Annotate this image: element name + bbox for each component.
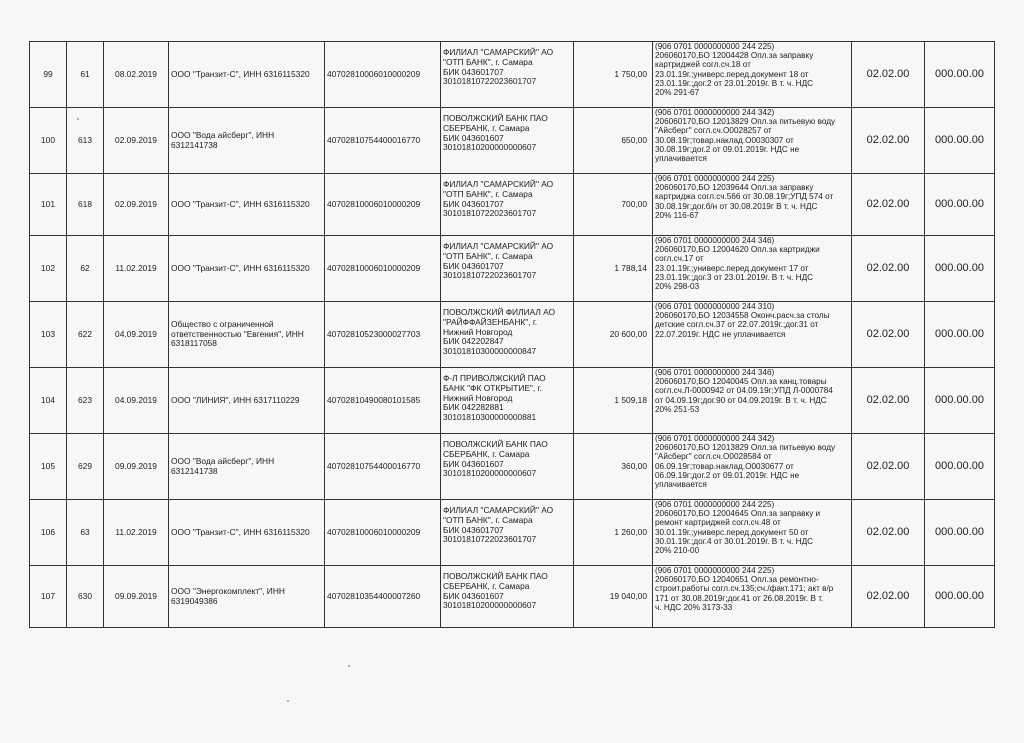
bank-details-cell [441, 566, 574, 628]
document-number-cell: 63 [67, 500, 104, 566]
description-line: картриджа согл.сч.566 от 30.08.19г;УПД 574 от [655, 192, 834, 202]
description-line: детские согл.сч.37 от 22.07.2019г.;дог.31 от [655, 320, 819, 330]
amount-cell: 1 509,18 [574, 368, 653, 434]
bank-details-cell [441, 500, 574, 566]
bank-detail-line: 30101810200000000607 [443, 600, 537, 611]
description-line: 06.09.19г;дог.2 от 09.01.2019г. НДС не [655, 470, 800, 480]
sub-code-cell: 000.00.00 [925, 236, 995, 302]
description-line: 20% 210-00 [655, 545, 700, 555]
account-number-cell: 40702810006010000209 [325, 500, 441, 566]
bank-details-cell [441, 236, 574, 302]
table-row [30, 42, 995, 108]
description-line: "Айсберг" согл.сч.О0028584 от [655, 452, 772, 462]
classification-code-cell: 02.02.00 [852, 500, 925, 566]
bank-detail-line: СБЕРБАНК, г. Самара [443, 580, 530, 591]
amount-cell: 20 600,00 [574, 302, 653, 368]
payee-cell: ООО "Транзит-С", ИНН 6316115320 [169, 236, 325, 302]
payment-date-cell: 08.02.2019 [104, 42, 169, 108]
bank-details-cell [441, 42, 574, 108]
payee-cell: ООО "Транзит-С", ИНН 6316115320 [169, 500, 325, 566]
description-line: 20% 291-67 [655, 87, 700, 97]
bank-detail-line: 30101810722023601707 [443, 534, 537, 545]
description-line: 20% 298-03 [655, 281, 700, 291]
bank-detail-line: ФИЛИАЛ "САМАРСКИЙ" АО [443, 505, 554, 515]
bank-detail-line: ФИЛИАЛ "САМАРСКИЙ" АО [443, 47, 554, 57]
description-line: 206060170,БО 12013829 Опл.за питьевую воду [655, 117, 836, 127]
description-line: (906 0701 0000000000 244 225) [655, 174, 775, 183]
account-number-cell: 40702810006010000209 [325, 236, 441, 302]
description-line: 23.01.19г.;универс.перед.документ 18 от [655, 69, 809, 79]
account-number-cell: 40702810754400016770 [325, 108, 441, 174]
payee-cell: ООО "Транзит-С", ИНН 6316115320 [169, 42, 325, 108]
amount-cell: 1 788,14 [574, 236, 653, 302]
sub-code-cell: 000.00.00 [925, 108, 995, 174]
description-line: 30.01.19г.;дог.4 от 30.01.2019г. В т. ч. НДС [655, 536, 814, 546]
bank-detail-line: Нижний Новгород [443, 326, 513, 337]
description-line: (906 0701 0000000000 244 346) [655, 368, 775, 377]
description-line: 30.01.19г.;универс.перед.документ 50 от [655, 527, 809, 537]
payment-description-cell [653, 302, 852, 368]
description-line: 06.09.19г;товар.наклад.О0030677 от [655, 461, 794, 471]
description-line: 206060170,БО 12004620 Опл.за картриджи [655, 245, 820, 255]
row-number-cell: 102 [30, 236, 67, 302]
description-line: 206060170,БО 12013829 Опл.за питьевую воду [655, 443, 836, 453]
payee-cell: ООО "ЛИНИЯ", ИНН 6317110229 [169, 368, 325, 434]
description-line: (906 0701 0000000000 244 225) [655, 566, 775, 575]
bank-detail-line: БИК 043601607 [443, 458, 504, 469]
bank-detail-line: БИК 043601607 [443, 590, 504, 601]
payment-date-cell: 09.09.2019 [104, 566, 169, 628]
description-line: уплачивается [655, 153, 707, 163]
classification-code-cell: 02.02.00 [852, 566, 925, 628]
payment-description-cell [653, 42, 852, 108]
table-row [30, 500, 995, 566]
description-line: ч. НДС 20% 3173-33 [655, 602, 733, 612]
description-line: строит.работы согл.сч.135;сч./факт.171; акт в/р [655, 584, 834, 594]
table-row [30, 108, 995, 174]
bank-detail-line: БИК 042202847 [443, 336, 504, 347]
sub-code-cell: 000.00.00 [925, 174, 995, 236]
description-line: 23.01.19г.;дог.3 от 23.01.2019г. В т. ч. НДС [655, 272, 814, 282]
bank-detail-line: ПОВОЛЖСКИЙ БАНК ПАО [443, 439, 548, 449]
bank-detail-line: "ОТП БАНК", г. Самара [443, 514, 533, 525]
description-line: 23.01.19г.;универс.перед.документ 17 от [655, 263, 809, 273]
row-number-cell: 104 [30, 368, 67, 434]
description-line: (906 0701 0000000000 244 342) [655, 108, 775, 117]
bank-detail-line: 30101810722023601707 [443, 76, 537, 87]
description-line: 30.08.19г;дог.б/н от 30.08.2019г В т. ч. НДС [655, 201, 818, 211]
row-number-cell: 100 [30, 108, 67, 174]
row-number-cell: 101 [30, 174, 67, 236]
description-line: 206060170,БО 12034558 Оконч.расч.за столы [655, 311, 830, 321]
account-number-cell: 40702810006010000209 [325, 174, 441, 236]
payment-description-cell [653, 108, 852, 174]
sub-code-cell: 000.00.00 [925, 42, 995, 108]
payment-description-cell [653, 500, 852, 566]
table-row [30, 566, 995, 628]
payee-cell: Общество с ограниченной ответственностью "Евгения", ИНН 6318117058 [169, 302, 325, 368]
bank-details-cell [441, 108, 574, 174]
bank-detail-line: 30101810300000000881 [443, 412, 537, 423]
amount-cell: 700,00 [574, 174, 653, 236]
table-row [30, 434, 995, 500]
payment-description-cell [653, 236, 852, 302]
payment-description-cell [653, 566, 852, 628]
payment-date-cell: 02.09.2019 [104, 108, 169, 174]
description-line: 30.08.19г;товар.наклад.О0030307 от [655, 135, 794, 145]
amount-cell: 19 040,00 [574, 566, 653, 628]
classification-code-cell: 02.02.00 [852, 302, 925, 368]
bank-detail-line: БИК 043601707 [443, 524, 504, 535]
payment-description-cell [653, 368, 852, 434]
payee-cell: ООО "Транзит-С", ИНН 6316115320 [169, 174, 325, 236]
bank-detail-line: 30101810200000000607 [443, 142, 537, 153]
table-row [30, 368, 995, 434]
description-line: 23.01.19г.;дог.2 от 23.01.2019г. В т. ч. НДС [655, 78, 814, 88]
sub-code-cell: 000.00.00 [925, 434, 995, 500]
payment-date-cell: 11.02.2019 [104, 236, 169, 302]
classification-code-cell: 02.02.00 [852, 434, 925, 500]
bank-detail-line: БИК 043601707 [443, 198, 504, 209]
classification-code-cell: 02.02.00 [852, 174, 925, 236]
account-number-cell: 40702810354400007260 [325, 566, 441, 628]
account-number-cell: 40702810523000027703 [325, 302, 441, 368]
bank-detail-line: ПОВОЛЖСКИЙ БАНК ПАО [443, 571, 548, 581]
bank-detail-line: 30101810722023601707 [443, 270, 537, 281]
payee-cell: ООО "Вода айсберг", ИНН 6312141738 [169, 434, 325, 500]
bank-detail-line: СБЕРБАНК, г. Самара [443, 122, 530, 133]
account-number-cell: 40702810490080101585 [325, 368, 441, 434]
bank-details-cell [441, 174, 574, 236]
amount-cell: 360,00 [574, 434, 653, 500]
description-line: согл.сч.17 от [655, 254, 704, 264]
scan-speck [348, 665, 350, 667]
row-number-cell: 107 [30, 566, 67, 628]
bank-detail-line: ПОВОЛЖСКИЙ БАНК ПАО [443, 113, 548, 123]
description-line: (906 0701 0000000000 244 225) [655, 42, 775, 51]
bank-detail-line: ФИЛИАЛ "САМАРСКИЙ" АО [443, 241, 554, 251]
sub-code-cell: 000.00.00 [925, 368, 995, 434]
bank-detail-line: "РАЙФФАЙЗЕНБАНК", г. [443, 316, 538, 327]
payments-table [29, 41, 995, 628]
description-line: от 04.09.19г;дог.90 от 04.09.2019г. В т. ч. НДС [655, 395, 827, 405]
table-row [30, 302, 995, 368]
bank-details-cell [441, 434, 574, 500]
bank-detail-line: БИК 042282881 [443, 402, 504, 413]
payment-date-cell: 02.09.2019 [104, 174, 169, 236]
bank-detail-line: Ф-Л ПРИВОЛЖСКИЙ ПАО [443, 373, 546, 383]
sub-code-cell: 000.00.00 [925, 566, 995, 628]
bank-details-cell [441, 302, 574, 368]
classification-code-cell: 02.02.00 [852, 236, 925, 302]
bank-detail-line: Нижний Новгород [443, 392, 513, 403]
description-line: 206060170,БО 12040045 Опл.за канц.товары [655, 377, 827, 387]
bank-detail-line: ФИЛИАЛ "САМАРСКИЙ" АО [443, 179, 554, 189]
document-number-cell: 630 [67, 566, 104, 628]
description-line: (906 0701 0000000000 244 342) [655, 434, 775, 443]
sub-code-cell: 000.00.00 [925, 500, 995, 566]
description-line: "Айсберг" согл.сч.О0028257 от [655, 126, 772, 136]
document-number-cell: 622 [67, 302, 104, 368]
document-number-cell: 62 [67, 236, 104, 302]
sub-code-cell: 000.00.00 [925, 302, 995, 368]
payments-table-body [30, 42, 995, 628]
account-number-cell: 40702810006010000209 [325, 42, 441, 108]
amount-cell: 1 750,00 [574, 42, 653, 108]
account-number-cell: 40702810754400016770 [325, 434, 441, 500]
payment-description-cell [653, 434, 852, 500]
bank-details-cell [441, 368, 574, 434]
payee-cell: ООО "Вода айсберг", ИНН 6312141738 [169, 108, 325, 174]
description-line: уплачивается [655, 479, 707, 489]
amount-cell: 650,00 [574, 108, 653, 174]
description-line: (906 0701 0000000000 244 225) [655, 500, 775, 509]
description-line: 171 от 30.08.2019г;дог.41 от 26.08.2019г. В т. [655, 593, 824, 603]
bank-detail-line: БИК 043601607 [443, 132, 504, 143]
document-number-cell: 618 [67, 174, 104, 236]
description-line: (906 0701 0000000000 244 346) [655, 236, 775, 245]
description-line: картриджей согл.сч.18 от [655, 60, 751, 70]
table-row [30, 174, 995, 236]
bank-detail-line: 30101810200000000607 [443, 468, 537, 479]
classification-code-cell: 02.02.00 [852, 42, 925, 108]
description-line: 20% 251-53 [655, 404, 700, 414]
description-line: (906 0701 0000000000 244 310) [655, 302, 775, 311]
document-number-cell: 623 [67, 368, 104, 434]
bank-detail-line: 30101810722023601707 [443, 208, 537, 219]
bank-detail-line: СБЕРБАНК, г. Самара [443, 448, 530, 459]
description-line: 30.08.19г;дог.2 от 09.01.2019г. НДС не [655, 144, 800, 154]
bank-detail-line: "ОТП БАНК", г. Самара [443, 250, 533, 261]
scan-speck [287, 700, 289, 702]
amount-cell: 1 260,00 [574, 500, 653, 566]
description-line: 22.07.2019г. НДС не уплачивается [655, 329, 786, 339]
description-line: 206060170,БО 12004428 Опл.за заправку [655, 51, 814, 61]
bank-detail-line: ПОВОЛЖСКИЙ ФИЛИАЛ АО [443, 307, 556, 317]
bank-detail-line: БАНК "ФК ОТКРЫТИЕ", г. [443, 382, 542, 393]
bank-detail-line: "ОТП БАНК", г. Самара [443, 56, 533, 67]
payment-date-cell: 04.09.2019 [104, 302, 169, 368]
row-number-cell: 105 [30, 434, 67, 500]
payment-description-cell [653, 174, 852, 236]
description-line: согл.сч.Л-0000942 от 04.09.19г;УПД Л-0000784 [655, 386, 833, 396]
description-line: 206060170,БО 12040651 Опл.за ремонтно- [655, 575, 819, 585]
payment-date-cell: 04.09.2019 [104, 368, 169, 434]
bank-detail-line: БИК 043601707 [443, 260, 504, 271]
bank-detail-line: БИК 043601707 [443, 66, 504, 77]
description-line: 206060170,БО 12039644 Опл.за заправку [655, 183, 814, 193]
document-number-cell: 613 [67, 108, 104, 174]
classification-code-cell: 02.02.00 [852, 108, 925, 174]
payment-date-cell: 11.02.2019 [104, 500, 169, 566]
scan-speck [77, 118, 79, 120]
document-number-cell: 629 [67, 434, 104, 500]
payment-date-cell: 09.09.2019 [104, 434, 169, 500]
document-number-cell: 61 [67, 42, 104, 108]
row-number-cell: 103 [30, 302, 67, 368]
row-number-cell: 99 [30, 42, 67, 108]
table-row [30, 236, 995, 302]
row-number-cell: 106 [30, 500, 67, 566]
classification-code-cell: 02.02.00 [852, 368, 925, 434]
bank-detail-line: 30101810300000000847 [443, 346, 537, 357]
bank-detail-line: "ОТП БАНК", г. Самара [443, 188, 533, 199]
description-line: ремонт картриджей согл.сч.48 от [655, 518, 781, 528]
description-line: 20% 116-67 [655, 210, 699, 220]
description-line: 206060170,БО 12004645 Опл.за заправку и [655, 509, 821, 519]
payee-cell: ООО "Энергокомплект", ИНН 6319049386 [169, 566, 325, 628]
